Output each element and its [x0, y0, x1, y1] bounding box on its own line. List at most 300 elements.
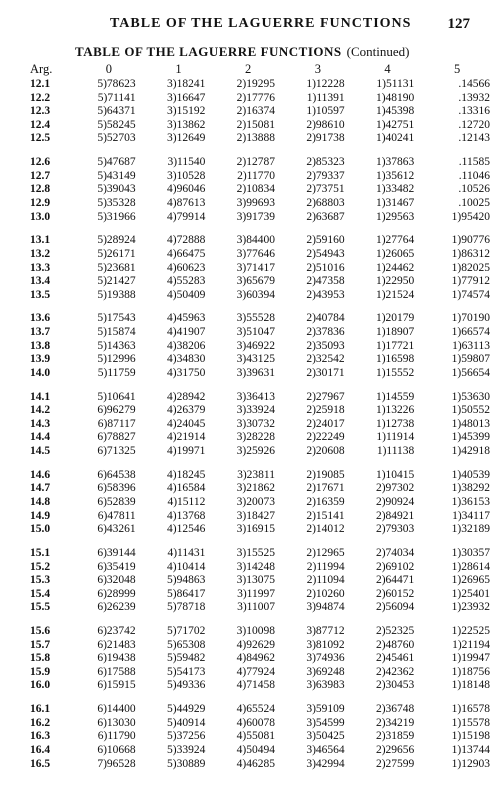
value-cell: 3)50425 — [306, 730, 345, 743]
value-cell: 1)38292 — [451, 482, 490, 495]
value-cell: 2)69102 — [375, 560, 415, 573]
table-row — [30, 588, 492, 602]
table-row — [30, 404, 492, 418]
value-cell: 5)86417 — [167, 587, 206, 600]
table-row — [30, 170, 492, 184]
arg-cell: 12.7 — [30, 169, 51, 182]
value-cell: 6)19438 — [97, 652, 136, 665]
value-cell: 2)27967 — [306, 390, 345, 403]
table-row — [30, 78, 492, 92]
value-cell: 5)30889 — [167, 757, 206, 770]
value-cell: 2)52325 — [375, 625, 415, 638]
value-cell: 1)74574 — [451, 288, 490, 301]
value-cell: 3)46564 — [306, 744, 345, 757]
arg-cell: 14.0 — [30, 366, 51, 379]
value-cell: 1)15198 — [451, 730, 490, 743]
value-cell: 5)59482 — [167, 652, 206, 665]
value-cell: 3)60394 — [236, 288, 275, 301]
value-cell: 5)37256 — [167, 730, 206, 743]
value-cell: 6)96279 — [97, 404, 136, 417]
table-row — [30, 625, 492, 639]
value-cell: 6)14400 — [97, 703, 136, 716]
value-cell: 2)63687 — [306, 210, 345, 223]
value-cell: 1)32189 — [451, 523, 490, 536]
arg-cell: 16.2 — [30, 716, 51, 729]
value-cell: 1)11391 — [306, 91, 345, 104]
value-cell: 1)18148 — [451, 679, 490, 692]
arg-cell: 16.5 — [30, 757, 51, 770]
value-cell: 6)47811 — [97, 509, 136, 522]
value-cell: 2)43953 — [306, 288, 345, 301]
value-cell: 1)23932 — [451, 601, 490, 614]
value-cell: 6)78827 — [97, 431, 136, 444]
value-cell: 5)47687 — [97, 156, 136, 169]
running-head — [0, 10, 500, 32]
table-row — [30, 744, 492, 758]
value-cell: 1)18756 — [451, 665, 490, 678]
value-cell: 5)28924 — [97, 234, 136, 247]
value-cell: 6)64538 — [97, 468, 136, 481]
arg-cell: 13.4 — [30, 275, 51, 288]
value-cell: 5)10641 — [97, 390, 136, 403]
value-cell: 3)23811 — [237, 468, 275, 481]
value-cell: 1)34117 — [452, 509, 490, 522]
value-cell: 1)86312 — [451, 247, 490, 260]
value-cell: 1)42751 — [375, 118, 415, 131]
table-row — [30, 639, 492, 653]
value-cell: 1)12738 — [375, 417, 415, 430]
table-title-suffix: (Continued) — [346, 44, 410, 59]
value-cell: 2)74034 — [375, 546, 415, 559]
value-cell: 3)65679 — [236, 275, 275, 288]
value-cell: 5)78623 — [97, 78, 136, 90]
value-cell: 1)10415 — [375, 468, 415, 481]
table-row — [30, 183, 492, 197]
arg-cell: 15.2 — [30, 560, 51, 573]
value-cell: 6)15915 — [97, 679, 136, 692]
value-cell: 4)15112 — [167, 495, 206, 508]
arg-cell: 15.7 — [30, 638, 51, 651]
value-cell: 3)13862 — [167, 118, 206, 131]
value-cell: 4)92629 — [236, 638, 275, 651]
table-row — [30, 197, 492, 211]
value-cell: 1)56654 — [451, 366, 490, 379]
arg-cell: 16.1 — [30, 703, 51, 716]
value-cell: 3)94874 — [306, 601, 345, 614]
value-cell: 2)11094 — [306, 574, 345, 587]
value-cell: 6)35419 — [97, 560, 136, 573]
value-cell: 6)71325 — [97, 445, 136, 457]
value-cell: 2)25918 — [306, 404, 345, 417]
value-cell: 6)39144 — [97, 546, 136, 559]
value-cell: .12143 — [458, 132, 490, 145]
value-cell: 5)14363 — [97, 339, 136, 352]
value-cell: 1)63113 — [452, 339, 490, 352]
value-cell: 4)50494 — [236, 744, 275, 757]
arg-cell: 13.0 — [30, 210, 51, 223]
column-header-0: 0 — [105, 62, 112, 76]
value-cell: 3)63983 — [306, 679, 345, 692]
value-cell: 3)12649 — [167, 132, 206, 145]
value-cell: .11046 — [458, 169, 490, 182]
arg-cell: 12.8 — [30, 183, 51, 196]
value-cell: 2)13888 — [236, 132, 275, 145]
value-cell: .10025 — [458, 196, 490, 209]
value-cell: 2)85323 — [306, 156, 345, 169]
value-cell: 5)21427 — [97, 275, 136, 288]
table-row — [30, 92, 492, 106]
value-cell: 3)74936 — [306, 652, 345, 665]
table-row — [30, 119, 492, 133]
arg-cell: 13.2 — [30, 247, 51, 260]
value-cell: 1)13744 — [451, 744, 490, 757]
value-cell: 2)37836 — [306, 326, 345, 339]
value-cell: 2)12787 — [236, 156, 275, 169]
value-cell: .13932 — [458, 91, 490, 104]
value-cell: 4)18245 — [167, 468, 206, 481]
value-cell: 2)90924 — [375, 495, 415, 508]
value-cell: 4)16584 — [167, 482, 206, 495]
value-cell: 2)97302 — [375, 482, 415, 495]
value-cell: 1)22525 — [451, 625, 490, 638]
value-cell: 2)45461 — [375, 652, 415, 665]
arg-cell: 16.4 — [30, 744, 51, 757]
value-cell: 1)25401 — [451, 587, 490, 600]
arg-cell: 14.4 — [30, 431, 51, 444]
value-cell: 4)24045 — [167, 417, 206, 430]
group-spacer — [30, 693, 492, 703]
group-spacer — [30, 537, 492, 547]
value-cell: 3)11997 — [237, 587, 275, 600]
value-cell: 2)29656 — [375, 744, 415, 757]
value-cell: 5)39043 — [97, 183, 136, 196]
value-cell: 3)28228 — [236, 431, 275, 444]
value-cell: 4)41907 — [167, 326, 206, 339]
value-cell: 2)68803 — [306, 196, 345, 209]
value-cell: 5)71141 — [97, 91, 136, 104]
value-cell: 1)17721 — [375, 339, 415, 352]
arg-cell: 13.3 — [30, 261, 51, 274]
value-cell: 2)32542 — [306, 353, 345, 366]
value-cell: 3)16915 — [236, 523, 275, 536]
value-cell: 4)66475 — [167, 247, 206, 260]
value-cell: 1)40241 — [375, 132, 415, 145]
value-cell: 4)79914 — [167, 210, 206, 223]
arg-cell: 12.5 — [30, 132, 51, 145]
value-cell: 4)87613 — [167, 196, 206, 209]
value-cell: 6)11790 — [97, 730, 136, 743]
arg-cell: 13.5 — [30, 288, 51, 301]
value-cell: 4)26379 — [167, 404, 206, 417]
table-title-main: TABLE OF THE LAGUERRE FUNCTIONS — [75, 44, 342, 59]
value-cell: 1)53630 — [451, 390, 490, 403]
value-cell: 1)31467 — [375, 196, 415, 209]
value-cell: 1)66574 — [451, 326, 490, 339]
value-cell: 1)18907 — [375, 326, 415, 339]
value-cell: 5)71702 — [167, 625, 206, 638]
value-cell: 1)22950 — [375, 275, 415, 288]
arg-cell: 16.0 — [30, 679, 51, 692]
value-cell: 3)43125 — [236, 353, 275, 366]
value-cell: 3)18241 — [167, 78, 206, 90]
value-cell: 3)69248 — [306, 665, 345, 678]
value-cell: 4)21914 — [167, 431, 206, 444]
table-body — [30, 78, 492, 771]
value-cell: 1)26065 — [375, 247, 415, 260]
value-cell: 6)32048 — [97, 574, 136, 587]
arg-cell: 15.9 — [30, 665, 51, 678]
table-row — [30, 601, 492, 615]
value-cell: 5)35328 — [97, 196, 136, 209]
value-cell: 1)82025 — [451, 261, 490, 274]
group-spacer — [30, 146, 492, 156]
value-cell: 4)60623 — [167, 261, 206, 274]
table-row — [30, 652, 492, 666]
value-cell: 2)35093 — [306, 339, 345, 352]
column-header-5: 5 — [454, 62, 461, 76]
table-row — [30, 156, 492, 170]
value-cell: 2)10834 — [236, 183, 275, 196]
value-cell: 4)10414 — [167, 560, 206, 573]
group-spacer — [30, 302, 492, 312]
value-cell: 3)51047 — [236, 326, 275, 339]
value-cell: 1)13226 — [375, 404, 415, 417]
value-cell: 5)78718 — [167, 601, 206, 614]
value-cell: 4)28942 — [167, 390, 206, 403]
arg-cell: 12.1 — [30, 78, 51, 90]
arg-cell: 14.3 — [30, 417, 51, 430]
group-spacer — [30, 615, 492, 625]
arg-cell: 15.8 — [30, 652, 51, 665]
value-cell: 2)98610 — [306, 118, 345, 131]
value-cell: 6)21483 — [97, 638, 136, 651]
value-cell: 2)64471 — [375, 574, 415, 587]
value-cell: 2)10260 — [306, 587, 345, 600]
arg-cell: 15.1 — [30, 546, 51, 559]
table-row — [30, 717, 492, 731]
value-cell: 1)36153 — [451, 495, 490, 508]
value-cell: 3)30732 — [236, 417, 275, 430]
arg-cell: 12.2 — [30, 91, 51, 104]
value-cell: 1)45399 — [451, 431, 490, 444]
value-cell: 3)13075 — [236, 574, 275, 587]
value-cell: 4)46285 — [236, 757, 275, 770]
value-cell: 3)16647 — [167, 91, 206, 104]
value-cell: 5)33924 — [167, 744, 206, 757]
table-row — [30, 431, 492, 445]
value-cell: 4)12546 — [167, 523, 206, 536]
table-row — [30, 547, 492, 561]
value-cell: .12720 — [458, 118, 490, 131]
column-header-4: 4 — [384, 62, 391, 76]
value-cell: 1)24462 — [375, 261, 415, 274]
arg-cell: 16.3 — [30, 730, 51, 743]
header-row — [30, 61, 492, 78]
column-header-3: 3 — [314, 62, 321, 76]
value-cell: 2)17776 — [236, 91, 275, 104]
arg-cell: 12.6 — [30, 156, 51, 169]
column-header-1: 1 — [175, 62, 182, 76]
value-cell: 4)71458 — [236, 679, 275, 692]
value-cell: 1)70190 — [451, 312, 490, 325]
value-cell: 1)90776 — [451, 234, 490, 247]
table-row — [30, 510, 492, 524]
value-cell: 3)87712 — [306, 625, 345, 638]
table-row — [30, 105, 492, 119]
value-cell: 4)77924 — [236, 665, 275, 678]
table-row — [30, 496, 492, 510]
value-cell: 6)87117 — [97, 417, 136, 430]
value-cell: 4)72888 — [167, 234, 206, 247]
value-cell: 5)43149 — [97, 169, 136, 182]
value-cell: .10526 — [458, 183, 490, 196]
value-cell: 4)65524 — [236, 703, 275, 716]
value-cell: 2)14012 — [306, 523, 345, 536]
value-cell: 3)59109 — [306, 703, 345, 716]
value-cell: 1)15578 — [451, 716, 490, 729]
value-cell: 3)18427 — [236, 509, 275, 522]
value-cell: 6)26239 — [97, 601, 136, 614]
value-cell: 5)12996 — [97, 353, 136, 366]
value-cell: .13316 — [458, 105, 490, 118]
value-cell: 5)40914 — [167, 716, 206, 729]
value-cell: 3)20073 — [236, 495, 275, 508]
arg-cell: 13.9 — [30, 353, 51, 366]
value-cell: 4)38206 — [167, 339, 206, 352]
value-cell: 2)54943 — [306, 247, 345, 260]
value-cell: 1)30357 — [451, 546, 490, 559]
value-cell: 2)47358 — [306, 275, 345, 288]
value-cell: 3)14248 — [236, 560, 275, 573]
arg-cell: 14.1 — [30, 390, 51, 403]
arg-cell: 13.8 — [30, 339, 51, 352]
value-cell: 1)50552 — [451, 404, 490, 417]
value-cell: 1)42918 — [451, 445, 490, 457]
value-cell: 5)64371 — [97, 105, 136, 118]
value-cell: 5)15874 — [97, 326, 136, 339]
value-cell: 3)91739 — [236, 210, 275, 223]
arg-cell: 12.9 — [30, 196, 51, 209]
value-cell: 3)15525 — [236, 546, 275, 559]
value-cell: 6)52839 — [97, 495, 136, 508]
table-row — [30, 482, 492, 496]
value-cell: 5)17543 — [97, 312, 136, 325]
value-cell: 2)12965 — [306, 546, 345, 559]
arg-cell: 15.5 — [30, 601, 51, 614]
value-cell: 1)29563 — [375, 210, 415, 223]
value-cell: 1)16598 — [375, 353, 415, 366]
value-cell: 2)16374 — [236, 105, 275, 118]
value-cell: 5)94863 — [167, 574, 206, 587]
value-cell: 3)46922 — [236, 339, 275, 352]
value-cell: 4)50409 — [167, 288, 206, 301]
value-cell: 2)31859 — [375, 730, 415, 743]
value-cell: 1)48190 — [375, 91, 415, 104]
value-cell: 1)11914 — [376, 431, 415, 444]
value-cell: 1)59807 — [451, 353, 490, 366]
running-title: TABLE OF THE LAGUERRE FUNCTIONS — [110, 16, 412, 31]
table-row — [30, 132, 492, 146]
group-spacer — [30, 459, 492, 469]
value-cell: 1)19947 — [451, 652, 490, 665]
value-cell: 3)36413 — [236, 390, 275, 403]
value-cell: 4)11431 — [167, 546, 206, 559]
group-spacer — [30, 224, 492, 234]
value-cell: 1)28614 — [451, 560, 490, 573]
arg-cell: 12.3 — [30, 105, 51, 118]
value-cell: 2)59160 — [306, 234, 345, 247]
arg-cell: 14.7 — [30, 482, 51, 495]
value-cell: 2)73751 — [306, 183, 345, 196]
arg-cell: 15.0 — [30, 523, 51, 536]
value-cell: 3)99693 — [236, 196, 275, 209]
value-cell: 3)77646 — [236, 247, 275, 260]
value-cell: .14566 — [458, 78, 490, 90]
value-cell: 1)20179 — [375, 312, 415, 325]
value-cell: 4)55283 — [167, 275, 206, 288]
value-cell: 2)42362 — [375, 665, 415, 678]
value-cell: 1)37863 — [375, 156, 415, 169]
value-cell: 5)31966 — [97, 210, 136, 223]
arg-cell: 15.3 — [30, 574, 51, 587]
page-number: 127 — [447, 16, 470, 32]
arg-cell: 14.8 — [30, 495, 51, 508]
table-title — [75, 44, 409, 60]
value-cell: 5)26171 — [97, 247, 136, 260]
value-cell: 4)60078 — [236, 716, 275, 729]
value-cell: 3)15192 — [167, 105, 206, 118]
value-cell: 1)21524 — [375, 288, 415, 301]
value-cell: 3)10528 — [167, 169, 206, 182]
table-row — [30, 275, 492, 289]
value-cell: 6)43261 — [97, 523, 136, 536]
table-row — [30, 523, 492, 537]
value-cell: 2)79337 — [306, 169, 345, 182]
value-cell: 2)60152 — [375, 587, 415, 600]
arg-cell: 14.6 — [30, 468, 51, 481]
value-cell: 2)20608 — [306, 445, 345, 457]
value-cell: 4)55081 — [236, 730, 275, 743]
arg-cell: 15.4 — [30, 587, 51, 600]
value-cell: 1)95420 — [451, 210, 490, 223]
arg-cell: 13.6 — [30, 312, 51, 325]
value-cell: 2)24017 — [306, 417, 345, 430]
value-cell: 6)28999 — [97, 587, 136, 600]
value-cell: 5)58245 — [97, 118, 136, 131]
value-cell: 2)27599 — [375, 757, 415, 770]
table-row — [30, 758, 492, 772]
table-row — [30, 326, 492, 340]
value-cell: 3)42994 — [306, 757, 345, 770]
value-cell: 2)30171 — [306, 366, 345, 379]
value-cell: 2)84921 — [375, 509, 415, 522]
value-cell: 2)19295 — [236, 78, 275, 90]
value-cell: 2)17671 — [306, 482, 345, 495]
table-row — [30, 262, 492, 276]
value-cell: 6)13030 — [97, 716, 136, 729]
value-cell: 1)45398 — [375, 105, 415, 118]
value-cell: 2)11770 — [237, 169, 275, 182]
column-header-arg: Arg. — [30, 62, 53, 76]
value-cell: 5)54173 — [167, 665, 206, 678]
table-row — [30, 391, 492, 405]
value-cell: 2)16359 — [306, 495, 345, 508]
arg-cell: 14.9 — [30, 509, 51, 522]
table-row — [30, 340, 492, 354]
value-cell: 2)48760 — [375, 638, 415, 651]
arg-cell: 12.4 — [30, 118, 51, 131]
table-row — [30, 666, 492, 680]
